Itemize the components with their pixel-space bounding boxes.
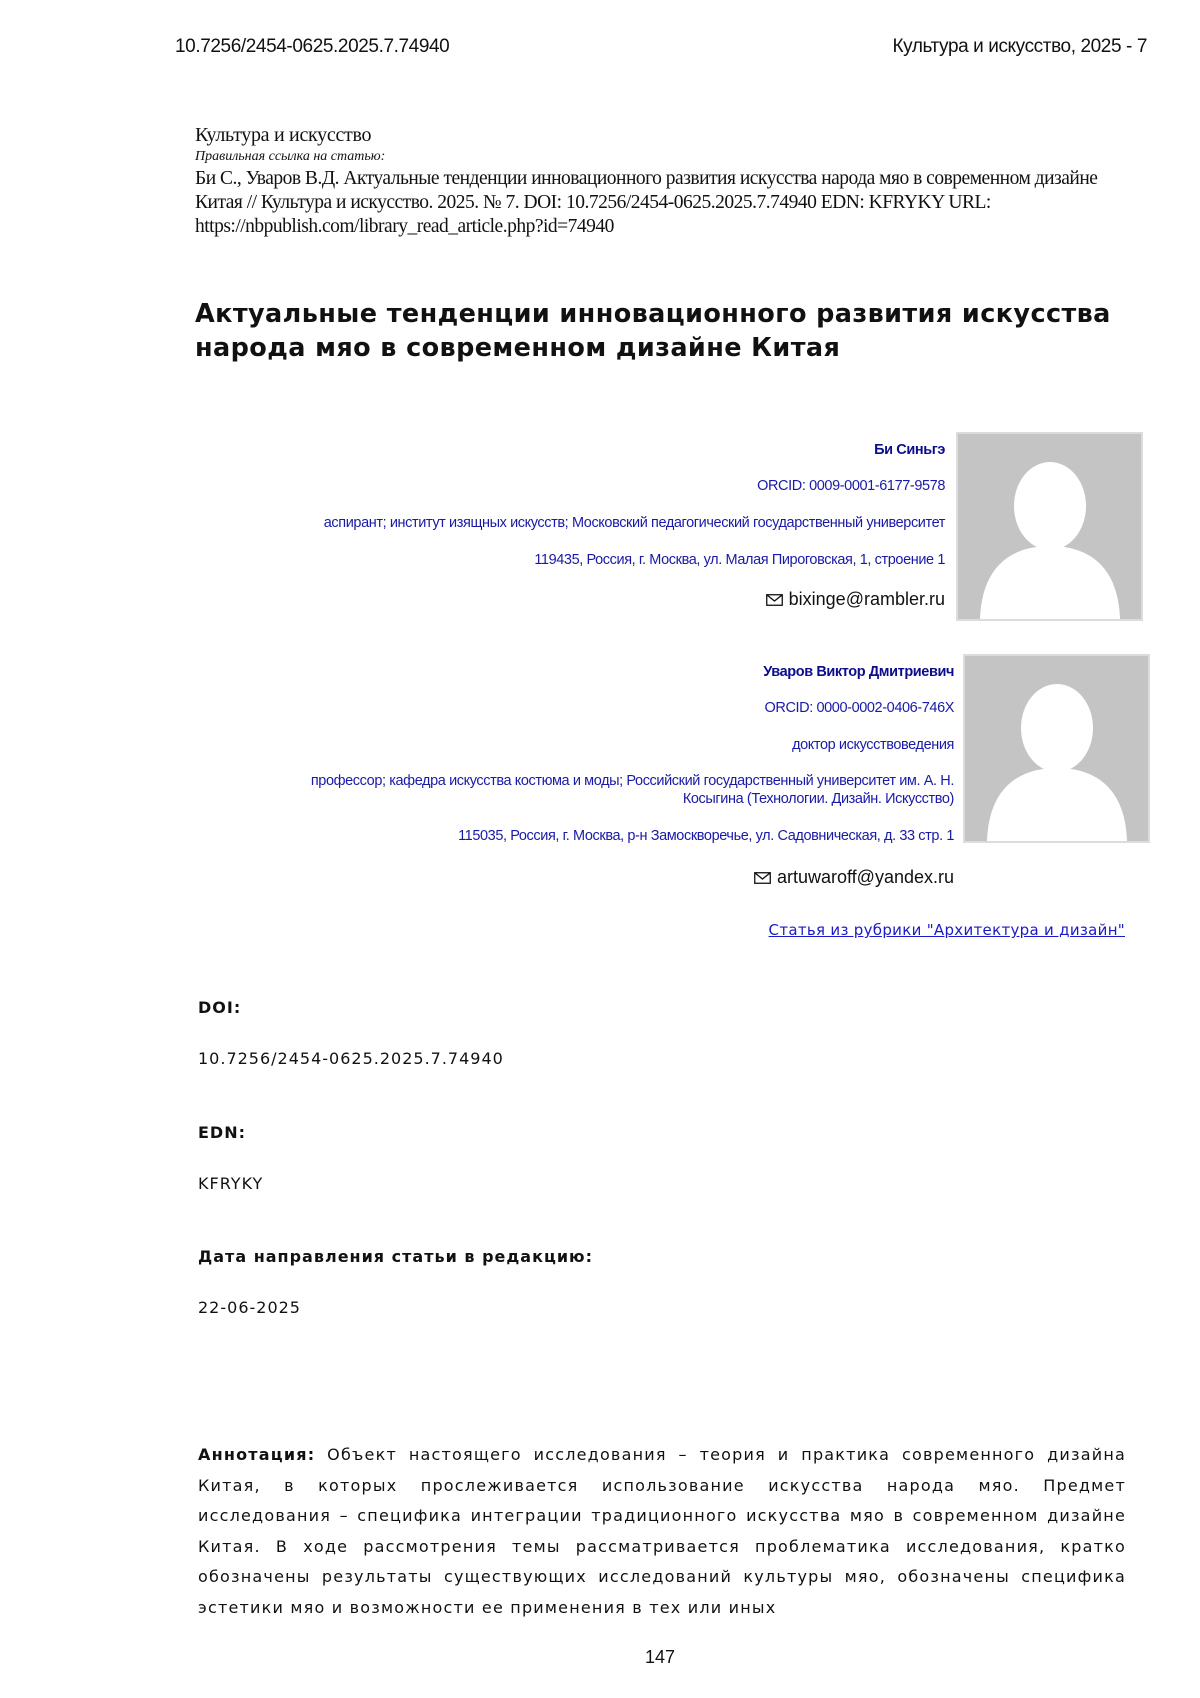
running-header-doi: 10.7256/2454-0625.2025.7.74940 <box>175 36 450 57</box>
author-1-address: 119435, Россия, г. Москва, ул. Малая Пироговская, 1, строение 1 <box>534 552 945 568</box>
person-silhouette-icon <box>958 434 1141 619</box>
author-2-avatar <box>963 654 1150 843</box>
edn-value: KFRYKY <box>198 1174 264 1193</box>
author-2-address: 115035, Россия, г. Москва, р-н Замоскворечье, ул. Садовническая, д. 33 стр. 1 <box>458 828 954 844</box>
author-2-name: Уваров Виктор Дмитриевич <box>763 664 954 680</box>
submission-date-label: Дата направления статьи в редакцию: <box>198 1247 593 1266</box>
envelope-icon <box>754 872 771 884</box>
citation-text: Би С., Уваров В.Д. Актуальные тенденции инновационного развития искусства народа мяо в современном дизайне Китая // Культура и искусство. 2025. № 7. DOI: 10.7256/2454-0625.2025.7.74940 EDN: KFRYKY URL: https://nbpublish.com/library_read_article.php?id=74940 <box>195 168 1098 237</box>
author-2-email-text[interactable]: artuwaroff@yandex.ru <box>776 867 954 887</box>
author-2-orcid[interactable]: ORCID: 0000-0002-0406-746X <box>764 700 954 716</box>
envelope-icon <box>766 594 783 606</box>
author-2-affiliation-line2: Косыгина (Технологии. Дизайн. Искусство) <box>682 791 954 807</box>
submission-date-value: 22-06-2025 <box>198 1298 301 1317</box>
person-silhouette-icon <box>965 656 1148 841</box>
doi-label: DOI: <box>198 998 242 1017</box>
author-1-name: Би Синьгэ <box>874 442 945 458</box>
author-2-degree: доктор искусствоведения <box>792 737 954 753</box>
author-1-orcid[interactable]: ORCID: 0009-0001-6177-9578 <box>757 478 945 494</box>
author-1-avatar <box>956 432 1143 621</box>
doi-value: 10.7256/2454-0625.2025.7.74940 <box>198 1049 504 1068</box>
rubric-link[interactable]: Статья из рубрики "Архитектура и дизайн" <box>768 921 1125 939</box>
author-2-email[interactable] <box>754 867 954 888</box>
page-number: 147 <box>644 1647 676 1667</box>
author-1-affiliation: аспирант; институт изящных искусств; Московский педагогический государственный университет <box>323 515 945 531</box>
author-1-email[interactable] <box>766 589 945 610</box>
running-header-journal: Культура и искусство, 2025 - 7 <box>892 36 1147 57</box>
citation-label: Правильная ссылка на статью: <box>195 149 386 164</box>
article-title: Актуальные тенденции инновационного развития искусства народа мяо в современном дизайне Китая <box>195 299 1111 363</box>
edn-label: EDN: <box>198 1123 246 1142</box>
journal-name: Культура и искусство <box>195 124 372 146</box>
author-1-email-text[interactable]: bixinge@rambler.ru <box>788 589 945 609</box>
author-2-affiliation-line1: профессор; кафедра искусства костюма и моды; Российский государственный университет им. А. Н. <box>310 773 954 789</box>
abstract-text: Объект настоящего исследования – теория и практика современного дизайна Китая, в которых прослеживается использование искусства народа мяо. Предмет исследования – специфика интеграции традиционного искусства мяо в современном дизайне Китая. В ходе рассмотрения темы рассматривается проблематика исследования, кратко обозначены результаты существующих исследований культуры мяо, обозначены специфика эстетики мяо и возможности ее применения в тех или иных <box>198 1445 1126 1617</box>
abstract-label: Аннотация: <box>198 1445 316 1464</box>
abstract <box>198 1440 1126 1623</box>
